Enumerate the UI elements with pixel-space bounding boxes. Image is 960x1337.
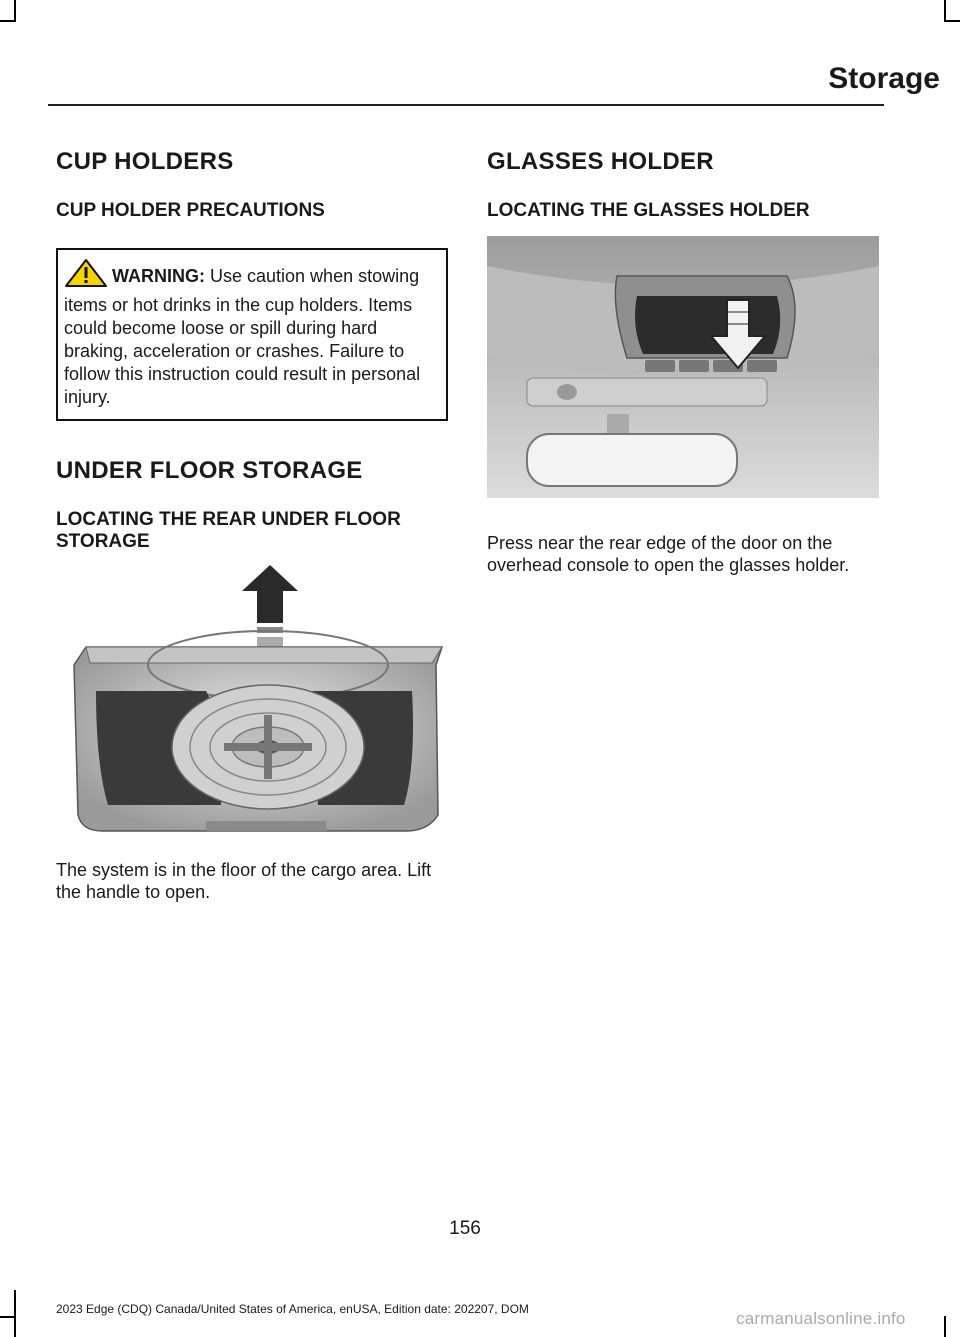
crop-mark: [0, 1316, 16, 1318]
overhead-console-illustration: [487, 236, 879, 498]
crop-mark: [944, 20, 960, 22]
header-divider: [48, 104, 884, 106]
cargo-floor-illustration: [56, 565, 448, 833]
under-floor-description: The system is in the floor of the cargo area. Lift the handle to open.: [56, 860, 432, 902]
glasses-holder-description: Press near the rear edge of the door on the overhead console to open the glasses holder.: [487, 533, 850, 575]
heading-locating-rear-under-floor: LOCATING THE REAR UNDER FLOOR STORAGE: [56, 509, 401, 552]
crop-mark: [14, 1290, 16, 1337]
heading-under-floor-storage: UNDER FLOOR STORAGE: [56, 457, 363, 484]
crop-mark: [944, 1316, 946, 1337]
heading-locating-glasses-holder: LOCATING THE GLASSES HOLDER: [487, 200, 810, 221]
edition-note: 2023 Edge (CDQ) Canada/United States of America, enUSA, Edition date: 202207, DOM: [56, 1302, 529, 1316]
heading-glasses-holder: GLASSES HOLDER: [487, 148, 714, 175]
left-column: [56, 148, 448, 903]
heading-cup-holders: CUP HOLDERS: [56, 148, 234, 175]
heading-cup-holder-precautions: CUP HOLDER PRECAUTIONS: [56, 200, 325, 221]
right-column: [487, 148, 879, 576]
warning-triangle-icon: [64, 258, 108, 294]
crop-mark: [0, 20, 16, 22]
page-number: 156: [449, 1218, 481, 1239]
warning-label: WARNING:: [112, 266, 205, 286]
watermark: carmanualsonline.info: [736, 1309, 906, 1328]
warning-text: Use caution when stowing items or hot drinks in the cup holders. Items could become loose or spill during hard braking, acceleration or crashes. Failure to follow this instruction could result in personal injury.: [64, 266, 421, 407]
page-header-title: Storage: [828, 62, 940, 95]
crop-mark: [14, 0, 16, 22]
crop-mark: [944, 0, 946, 22]
warning-box: [56, 248, 448, 421]
